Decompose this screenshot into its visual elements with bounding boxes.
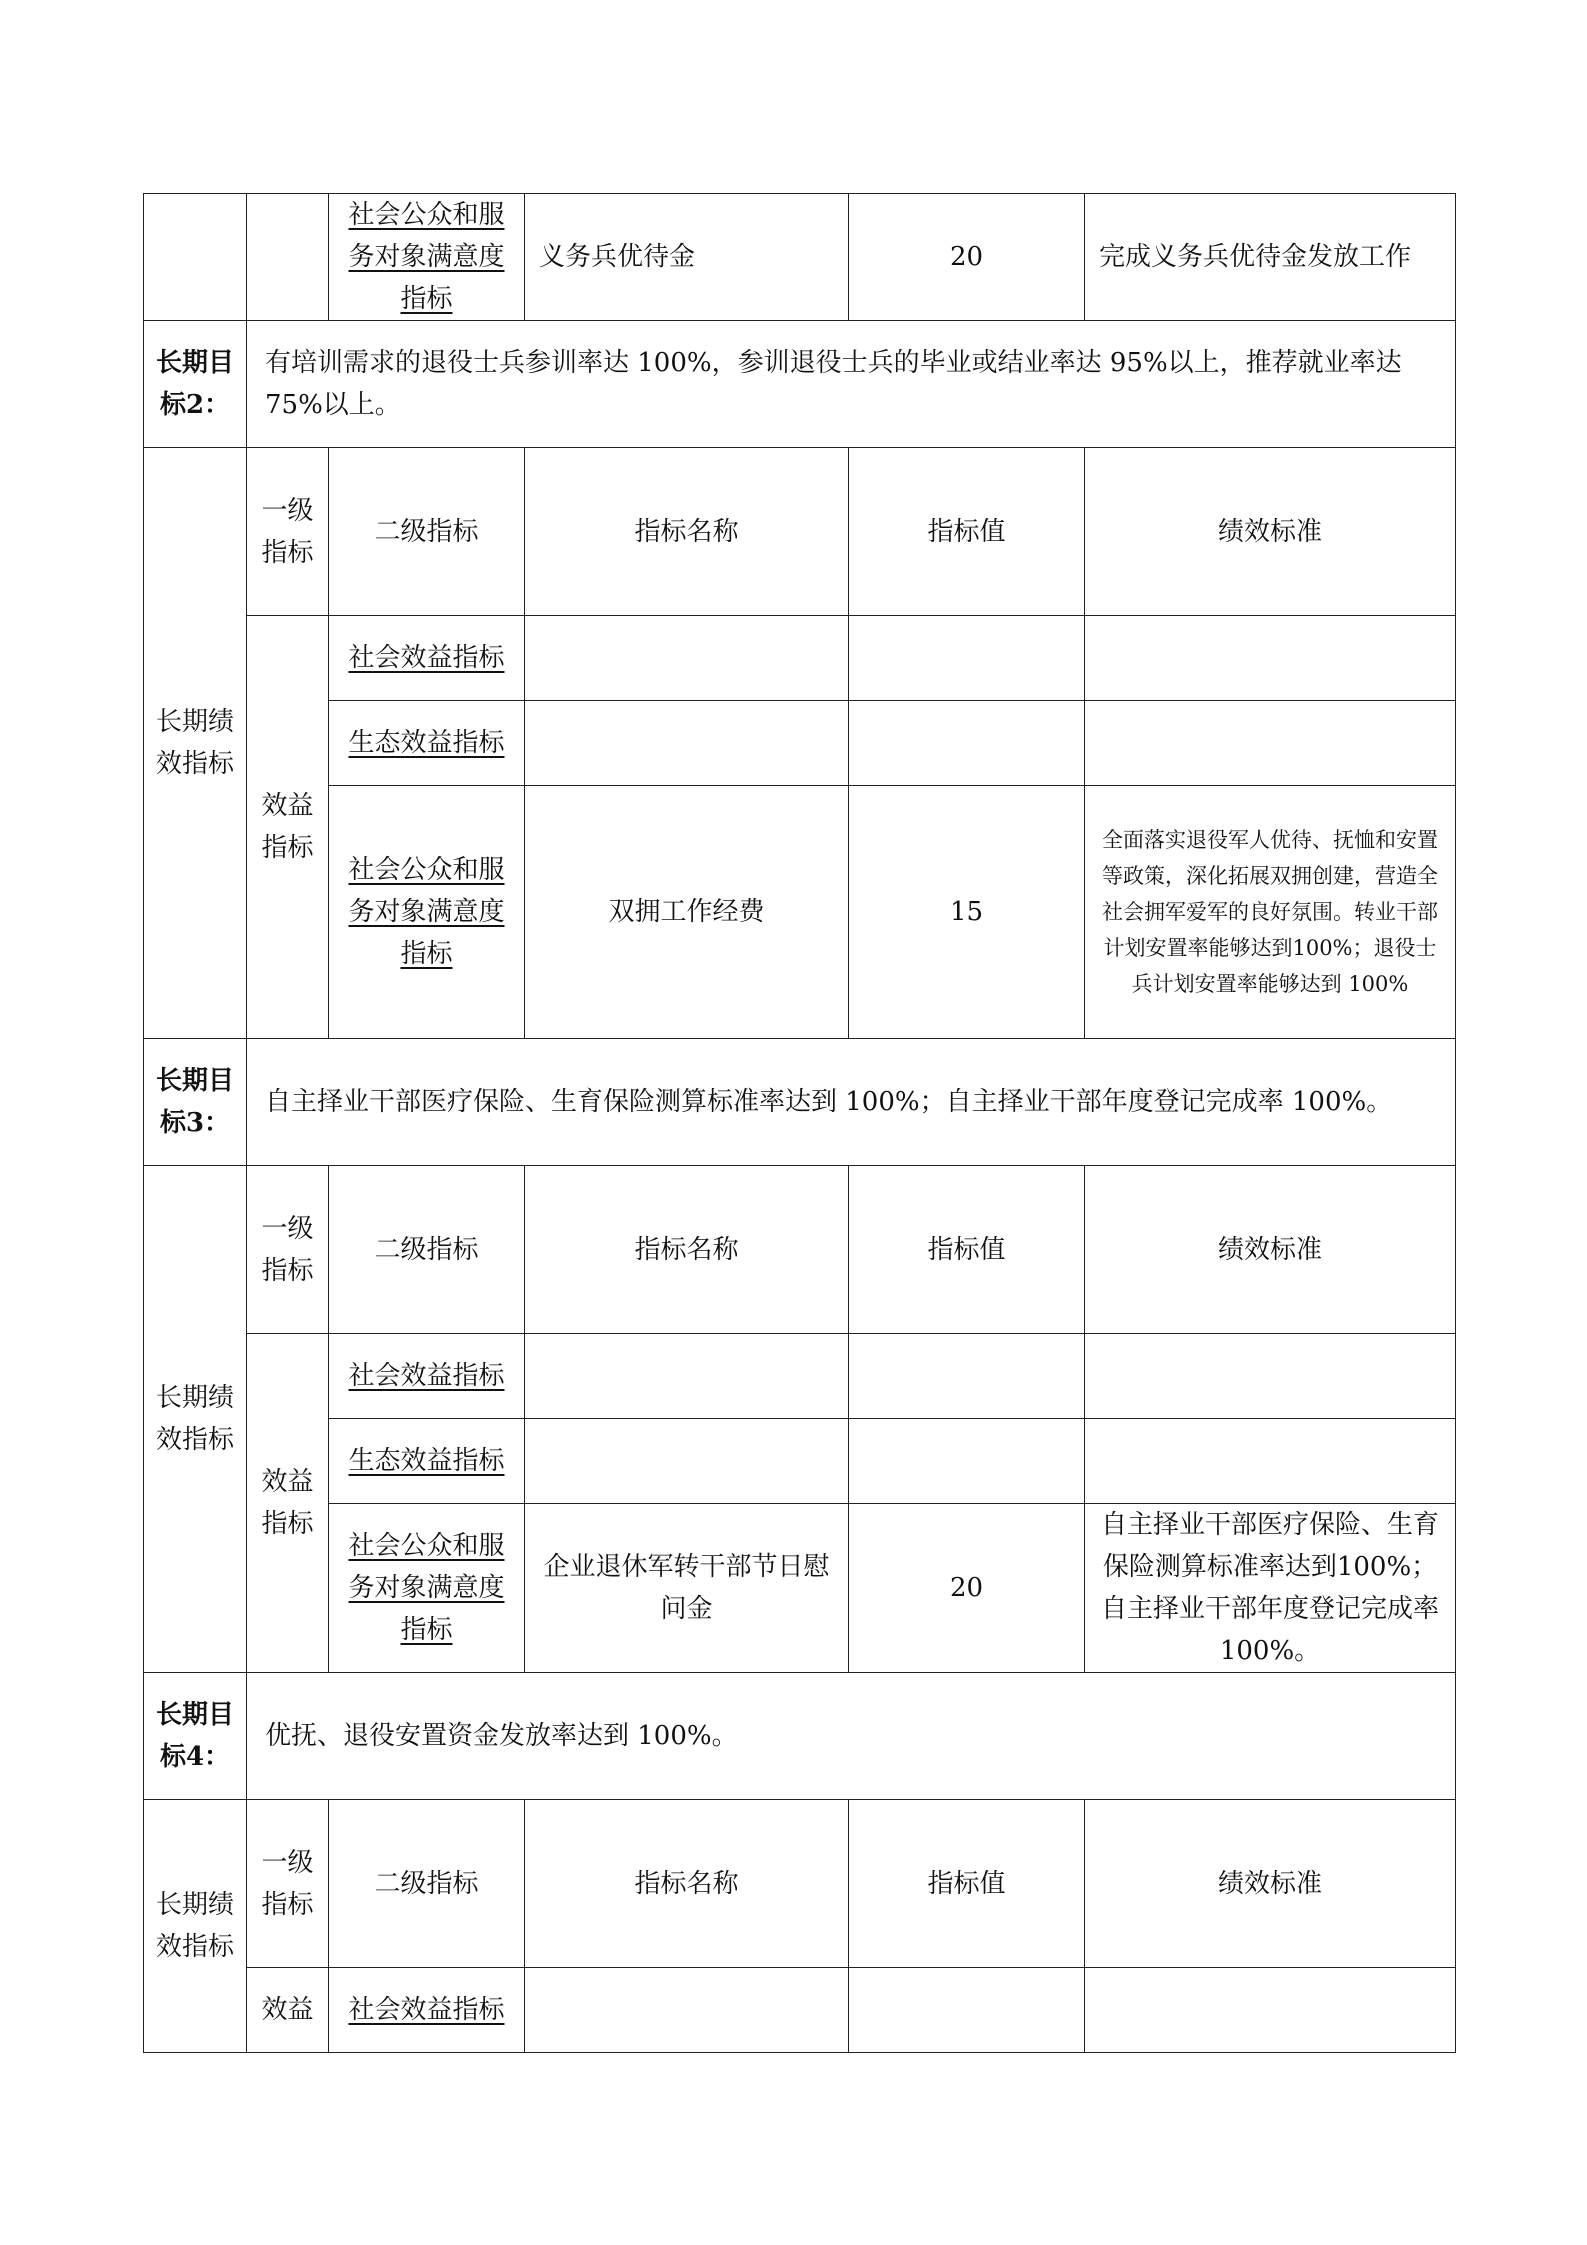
benefit-indicator-label: 效益 <box>247 1968 329 2053</box>
indicator-name-header: 指标名称 <box>525 448 849 616</box>
table-row <box>144 616 1456 701</box>
level2-header: 二级指标 <box>329 448 525 616</box>
empty-cell <box>849 701 1085 786</box>
benefit-indicator-label: 效益指标 <box>247 616 329 1039</box>
secondary-indicator-eco: 生态效益指标 <box>329 701 525 786</box>
empty-cell <box>525 1968 849 2053</box>
indicator-name: 双拥工作经费 <box>525 786 849 1039</box>
table-row <box>144 1504 1456 1673</box>
empty-cell <box>849 1968 1085 2053</box>
empty-cell <box>525 1334 849 1419</box>
goal-label: 长期目标3： <box>144 1039 247 1166</box>
empty-cell <box>1085 1334 1456 1419</box>
empty-cell <box>1085 616 1456 701</box>
indicator-value: 15 <box>849 786 1085 1039</box>
indicator-value-header: 指标值 <box>849 1166 1085 1334</box>
goal-row <box>144 1039 1456 1166</box>
indicator-name-header: 指标名称 <box>525 1800 849 1968</box>
goal-text: 有培训需求的退役士兵参训率达 100%，参训退役士兵的毕业或结业率达 95%以上，推荐就业率达 75%以上。 <box>247 321 1456 448</box>
empty-cell <box>1085 701 1456 786</box>
secondary-indicator-satisfaction: 社会公众和服务对象满意度指标 <box>329 786 525 1039</box>
indicator-name-header: 指标名称 <box>525 1166 849 1334</box>
benefit-indicator-label: 效益指标 <box>247 1334 329 1673</box>
performance-standard: 完成义务兵优待金发放工作 <box>1085 194 1456 321</box>
empty-cell <box>525 616 849 701</box>
long-performance-label: 长期绩效指标 <box>144 1166 247 1673</box>
empty-cell <box>525 1419 849 1504</box>
level1-header: 一级指标 <box>247 448 329 616</box>
secondary-indicator-eco: 生态效益指标 <box>329 1419 525 1504</box>
goal-row <box>144 1673 1456 1800</box>
long-performance-label: 长期绩效指标 <box>144 448 247 1039</box>
performance-standard: 全面落实退役军人优待、抚恤和安置等政策，深化拓展双拥创建，营造全社会拥军爱军的良好氛围。转业干部计划安置率能够达到100%；退役士兵计划安置率能够达到 100% <box>1085 786 1456 1039</box>
empty-cell <box>849 616 1085 701</box>
secondary-indicator-social: 社会效益指标 <box>329 1334 525 1419</box>
level2-header: 二级指标 <box>329 1166 525 1334</box>
goal-text: 优抚、退役安置资金发放率达到 100%。 <box>247 1673 1456 1800</box>
table-row <box>144 1334 1456 1419</box>
header-row <box>144 1166 1456 1334</box>
level1-header: 一级指标 <box>247 1800 329 1968</box>
standard-header: 绩效标准 <box>1085 1166 1456 1334</box>
table-row <box>144 1968 1456 2053</box>
secondary-indicator-satisfaction: 社会公众和服务对象满意度指标 <box>329 1504 525 1673</box>
indicator-value: 20 <box>849 194 1085 321</box>
goal-label: 长期目标2： <box>144 321 247 448</box>
empty-cell <box>849 1334 1085 1419</box>
long-performance-label: 长期绩效指标 <box>144 1800 247 2053</box>
indicator-value-header: 指标值 <box>849 1800 1085 1968</box>
secondary-indicator-social: 社会效益指标 <box>329 1968 525 2053</box>
header-row <box>144 1800 1456 1968</box>
empty-cell <box>849 1419 1085 1504</box>
indicator-name: 企业退休军转干部节日慰问金 <box>525 1504 849 1673</box>
goal-text: 自主择业干部医疗保险、生育保险测算标准率达到 100%；自主择业干部年度登记完成率 100%。 <box>247 1039 1456 1166</box>
goal-row <box>144 321 1456 448</box>
empty-cell <box>247 194 329 321</box>
standard-header: 绩效标准 <box>1085 448 1456 616</box>
level1-header: 一级指标 <box>247 1166 329 1334</box>
table-row <box>144 1419 1456 1504</box>
empty-cell <box>1085 1419 1456 1504</box>
indicator-value-header: 指标值 <box>849 448 1085 616</box>
level2-header: 二级指标 <box>329 1800 525 1968</box>
performance-standard: 自主择业干部医疗保险、生育保险测算标准率达到100%；自主择业干部年度登记完成率 100%。 <box>1085 1504 1456 1673</box>
secondary-indicator-satisfaction: 社会公众和服务对象满意度指标 <box>329 194 525 321</box>
secondary-indicator-social: 社会效益指标 <box>329 616 525 701</box>
header-row <box>144 448 1456 616</box>
table-row <box>144 194 1456 321</box>
table-row <box>144 701 1456 786</box>
empty-cell <box>525 701 849 786</box>
empty-cell <box>144 194 247 321</box>
goal-label: 长期目标4： <box>144 1673 247 1800</box>
empty-cell <box>1085 1968 1456 2053</box>
indicator-name: 义务兵优待金 <box>525 194 849 321</box>
performance-indicator-table <box>143 193 1456 2053</box>
standard-header: 绩效标准 <box>1085 1800 1456 1968</box>
indicator-value: 20 <box>849 1504 1085 1673</box>
table-row <box>144 786 1456 1039</box>
